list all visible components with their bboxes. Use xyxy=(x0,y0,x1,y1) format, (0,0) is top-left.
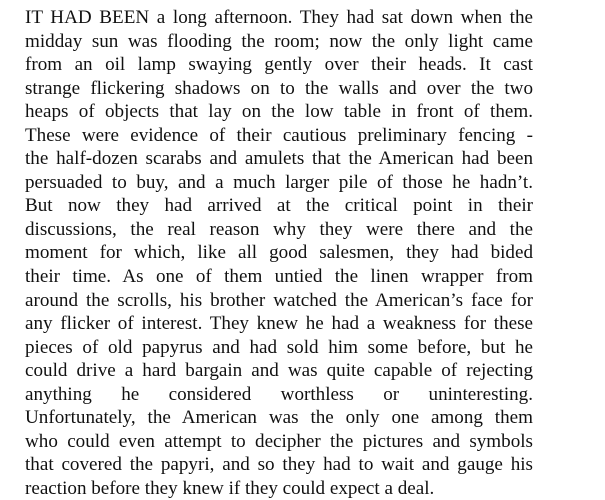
text-line: midday sun was flooding the room; now the only light came xyxy=(25,30,533,52)
text-line: These were evidence of their cautious preliminary fencing - xyxy=(25,124,533,146)
text-line: that covered the papyri, and so they had to wait and gauge his xyxy=(25,454,533,476)
text-line: discussions, the real reason why they were there and the xyxy=(25,218,533,240)
text-line: Unfortunately, the American was the only one among them xyxy=(25,407,533,429)
text-line: persuaded to buy, and a much larger pile of those he hadn’t. xyxy=(25,171,533,193)
text-line: their time. As one of them untied the linen wrapper from xyxy=(25,266,533,288)
text-line: anything he considered worthless or uninteresting. xyxy=(25,383,533,405)
text-line: could drive a hard bargain and was quite capable of rejecting xyxy=(25,360,533,382)
text-line: pieces of old papyrus and had sold him some before, but he xyxy=(25,336,533,358)
text-line: strange flickering shadows on to the walls and over the two xyxy=(25,77,533,99)
text-line: who could even attempt to decipher the pictures and symbols xyxy=(25,430,533,452)
text-line: moment for which, like all good salesmen, they had bided xyxy=(25,242,533,264)
text-line: reaction before they knew if they could expect a deal. xyxy=(25,477,435,499)
text-line: IT HAD BEEN a long afternoon. They had sat down when the xyxy=(25,7,533,28)
text-line: any flicker of interest. They knew he had a weakness for these xyxy=(25,313,533,335)
text-line: the half-dozen scarabs and amulets that the American had been xyxy=(25,148,533,170)
text-line: from an oil lamp swaying gently over their heads. It cast xyxy=(25,54,533,76)
text-line: around the scrolls, his brother watched the American’s face for xyxy=(25,289,533,311)
text-line: heaps of objects that lay on the low table in front of them. xyxy=(25,101,533,123)
text-line: But now they had arrived at the critical point in their xyxy=(25,195,533,217)
text-page xyxy=(25,6,533,500)
